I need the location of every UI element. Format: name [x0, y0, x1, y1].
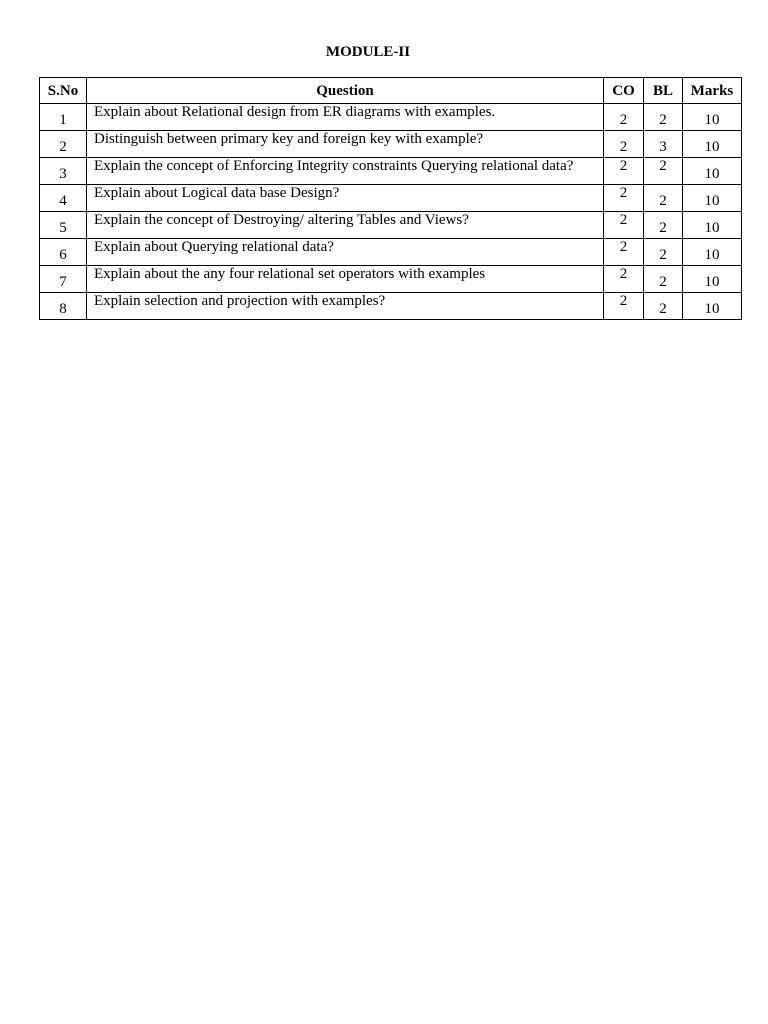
- row-co: 2: [604, 185, 644, 212]
- header-co: CO: [604, 78, 644, 104]
- row-co: 2: [604, 239, 644, 266]
- row-co: 2: [604, 104, 644, 131]
- row-sno: 1: [40, 104, 87, 131]
- row-question: Explain about Relational design from ER diagrams with examples.: [87, 104, 604, 131]
- row-bl: 3: [644, 131, 683, 158]
- row-co: 2: [604, 293, 644, 320]
- table-row: [40, 293, 742, 320]
- row-marks: 10: [683, 212, 742, 239]
- row-co: 2: [604, 158, 644, 185]
- row-question: Distinguish between primary key and foreign key with example?: [87, 131, 604, 158]
- row-bl: 2: [644, 104, 683, 131]
- row-question: Explain about the any four relational set operators with examples: [87, 266, 604, 293]
- header-question: Question: [87, 78, 604, 104]
- row-marks: 10: [683, 185, 742, 212]
- table-row: [40, 185, 742, 212]
- row-marks: 10: [683, 131, 742, 158]
- header-marks: Marks: [683, 78, 742, 104]
- row-sno: 3: [40, 158, 87, 185]
- page-title: MODULE-II: [325, 44, 411, 60]
- row-question: Explain about Logical data base Design?: [87, 185, 604, 212]
- row-sno: 4: [40, 185, 87, 212]
- table-row: [40, 131, 742, 158]
- row-marks: 10: [683, 239, 742, 266]
- row-marks: 10: [683, 293, 742, 320]
- row-bl: 2: [644, 293, 683, 320]
- header-bl: BL: [644, 78, 683, 104]
- row-co: 2: [604, 131, 644, 158]
- row-question: Explain about Querying relational data?: [87, 239, 604, 266]
- table-header-row: [40, 78, 742, 104]
- row-question: Explain the concept of Enforcing Integrity constraints Querying relational data?: [87, 158, 604, 185]
- row-sno: 2: [40, 131, 87, 158]
- header-sno: S.No: [40, 78, 87, 104]
- row-bl: 2: [644, 212, 683, 239]
- row-marks: 10: [683, 266, 742, 293]
- row-marks: 10: [683, 158, 742, 185]
- row-bl: 2: [644, 266, 683, 293]
- row-co: 2: [604, 212, 644, 239]
- row-question: Explain the concept of Destroying/ altering Tables and Views?: [87, 212, 604, 239]
- row-sno: 7: [40, 266, 87, 293]
- row-bl: 2: [644, 158, 683, 185]
- row-co: 2: [604, 266, 644, 293]
- row-sno: 5: [40, 212, 87, 239]
- row-question: Explain selection and projection with examples?: [87, 293, 604, 320]
- table-row: [40, 158, 742, 185]
- row-bl: 2: [644, 185, 683, 212]
- row-bl: 2: [644, 239, 683, 266]
- question-table: [39, 77, 742, 320]
- table-row: [40, 104, 742, 131]
- row-sno: 6: [40, 239, 87, 266]
- table-row: [40, 266, 742, 293]
- table-row: [40, 212, 742, 239]
- row-marks: 10: [683, 104, 742, 131]
- table-row: [40, 239, 742, 266]
- row-sno: 8: [40, 293, 87, 320]
